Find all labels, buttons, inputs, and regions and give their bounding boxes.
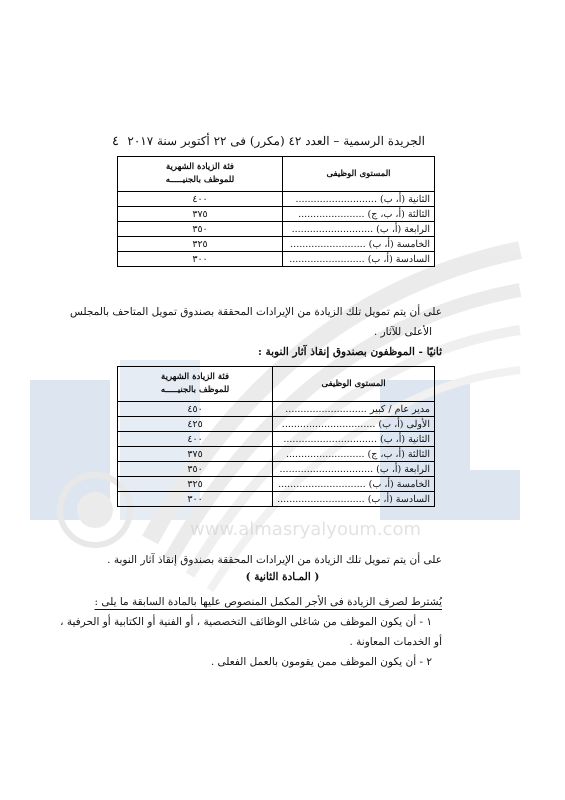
table-row bbox=[118, 222, 435, 237]
value-header-line2: للموظف بالجنيـــــه bbox=[160, 385, 230, 395]
value-cell: ٣٢٥ bbox=[118, 237, 283, 252]
level-column-header: المستوى الوظيفى bbox=[273, 367, 435, 402]
value-column-header bbox=[118, 367, 273, 402]
level-cell: الرابعة (أ، ب) ........................... bbox=[283, 222, 435, 237]
table-row bbox=[118, 402, 435, 417]
value-column-header bbox=[118, 157, 283, 192]
value-cell: ٤٥٠ bbox=[118, 402, 273, 417]
table-row bbox=[118, 462, 435, 477]
conditions-paragraph bbox=[60, 592, 442, 672]
value-cell: ٣٥٠ bbox=[118, 462, 273, 477]
level-cell: الأولى (أ، ب) ............................... bbox=[273, 417, 435, 432]
table-row bbox=[118, 432, 435, 447]
value-cell: ٣٠٠ bbox=[118, 492, 273, 507]
table-row bbox=[118, 192, 435, 207]
level-cell: الخامسة (أ، ب) ......................... bbox=[283, 237, 435, 252]
increase-table-nubia bbox=[117, 366, 435, 507]
table-row bbox=[118, 237, 435, 252]
value-header-line2: للموظف بالجنيـــــه bbox=[165, 175, 235, 185]
level-column-header: المستوى الوظيفى bbox=[283, 157, 435, 192]
condition-item-1-continued: أو الخدمات المعاونة . bbox=[349, 636, 442, 648]
level-cell: السادسة (أ، ب) ......................... bbox=[283, 252, 435, 267]
paragraph-line: الأعلى للآثار . bbox=[373, 326, 432, 338]
table-row bbox=[118, 252, 435, 267]
section-2-title: ثانيًا - الموظفون بصندوق إنقاذ آثار النوبة : bbox=[258, 346, 442, 358]
table-header-row bbox=[118, 367, 435, 402]
level-cell: الثانية (أ، ب) ........................... bbox=[283, 192, 435, 207]
level-cell: السادسة (أ، ب) ............................. bbox=[273, 492, 435, 507]
funding-paragraph-1 bbox=[70, 302, 442, 342]
value-cell: ٤٠٠ bbox=[118, 432, 273, 447]
funding-paragraph-2: على أن يتم تمويل تلك الزيادة من الإيرادات المحققة بصندوق إنقاذ آثار النوبة . bbox=[107, 554, 442, 566]
header-title: الجريدة الرسمية – العدد ٤٢ (مكرر) فى ٢٢ أكتوبر سنة ٢٠١٧ bbox=[127, 134, 425, 148]
level-cell: مدير عام / كبير ........................... bbox=[273, 402, 435, 417]
value-cell: ٤٠٠ bbox=[118, 192, 283, 207]
table-row bbox=[118, 207, 435, 222]
value-cell: ٣٢٥ bbox=[118, 477, 273, 492]
level-cell: الرابعة (أ، ب) ............................... bbox=[273, 462, 435, 477]
page-number: ٤ bbox=[112, 133, 119, 149]
conditions-intro: يُشترط لصرف الزيادة فى الأجر المكمل المنصوص عليها بالمادة السابقة ما يلى : bbox=[94, 596, 442, 608]
paragraph-line: على أن يتم تمويل تلك الزيادة من الإيرادات المحققة بصندوق تمويل المتاحف بالمجلس bbox=[69, 306, 442, 318]
value-cell: ٤٢٥ bbox=[118, 417, 273, 432]
value-cell: ٣٧٥ bbox=[118, 447, 273, 462]
level-cell: الثالثة (أ، ب، ج) ...................... bbox=[283, 207, 435, 222]
value-cell: ٣٠٠ bbox=[118, 252, 283, 267]
level-cell: الثالثة (أ، ب، ج) .......................... bbox=[273, 447, 435, 462]
table-row bbox=[118, 492, 435, 507]
table-header-row bbox=[118, 157, 435, 192]
level-cell: الثانية (أ، ب) ............................... bbox=[273, 432, 435, 447]
watermark-text: www.almasryalyoum.com bbox=[190, 519, 422, 540]
table-row bbox=[118, 417, 435, 432]
level-cell: الخامسة (أ، ب) ............................. bbox=[273, 477, 435, 492]
article-2-title: ( المـادة الثانية ) bbox=[245, 571, 320, 583]
table-row bbox=[118, 477, 435, 492]
table-row bbox=[118, 447, 435, 462]
page-header bbox=[112, 130, 425, 152]
value-header-line1: فئة الزيادة الشهرية bbox=[165, 162, 234, 172]
increase-table-museums bbox=[117, 156, 435, 267]
condition-item-2: ٢ - أن يكون الموظف ممن يقومون بالعمل الفعلى . bbox=[210, 656, 432, 668]
value-header-line1: فئة الزيادة الشهرية bbox=[161, 372, 230, 382]
value-cell: ٣٧٥ bbox=[118, 207, 283, 222]
condition-item-1: ١ - أن يكون الموظف من شاغلى الوظائف التخصصية ، أو الفنية أو الكتابية أو الحرفية ، bbox=[60, 616, 432, 628]
value-cell: ٣٥٠ bbox=[118, 222, 283, 237]
